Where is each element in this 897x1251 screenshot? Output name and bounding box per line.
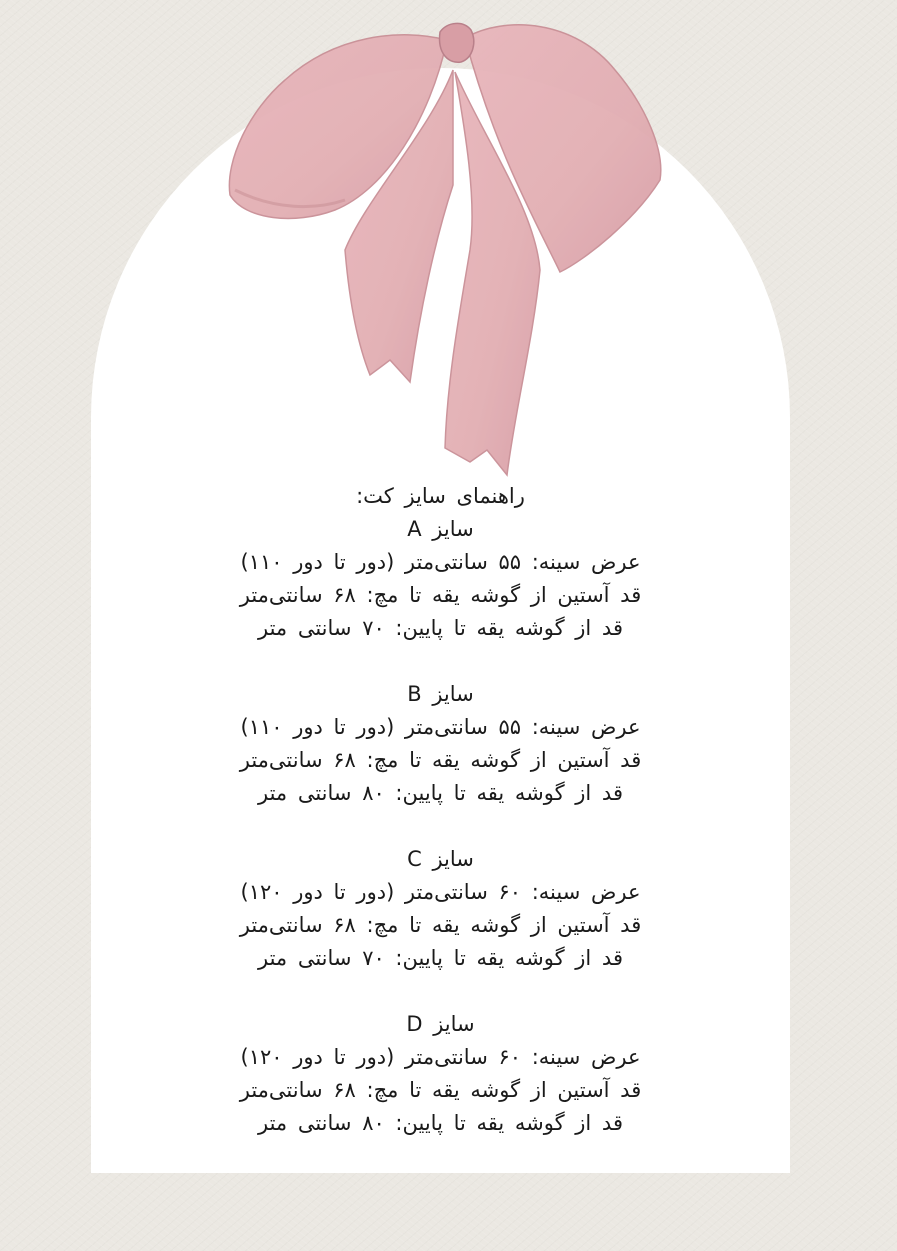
sleeve-length: قد آستین از گوشه یقه تا مچ: ۶۸ سانتی‌متر	[239, 583, 642, 607]
sleeve-length: قد آستین از گوشه یقه تا مچ: ۶۸ سانتی‌متر	[239, 1078, 642, 1102]
sleeve-length: قد آستین از گوشه یقه تا مچ: ۶۸ سانتی‌متر	[239, 913, 642, 937]
size-heading: سایز D	[406, 1012, 475, 1036]
size-block-a	[91, 513, 790, 645]
size-heading: سایز B	[407, 682, 474, 706]
chest-width: عرض سینه: ۵۵ سانتی‌متر (دور تا دور ۱۱۰)	[240, 550, 641, 574]
total-length: قد از گوشه یقه تا پایین: ۸۰ سانتی متر	[257, 1111, 623, 1135]
total-length: قد از گوشه یقه تا پایین: ۸۰ سانتی متر	[257, 781, 623, 805]
size-heading: سایز A	[407, 517, 474, 541]
chest-width: عرض سینه: ۶۰ سانتی‌متر (دور تا دور ۱۲۰)	[240, 880, 641, 904]
size-block-d	[91, 1008, 790, 1140]
total-length: قد از گوشه یقه تا پایین: ۷۰ سانتی متر	[257, 616, 623, 640]
size-block-c	[91, 843, 790, 975]
ribbon-bow-icon	[215, 10, 675, 485]
chest-width: عرض سینه: ۶۰ سانتی‌متر (دور تا دور ۱۲۰)	[240, 1045, 641, 1069]
sleeve-length: قد آستین از گوشه یقه تا مچ: ۶۸ سانتی‌متر	[239, 748, 642, 772]
size-guide	[91, 480, 790, 1140]
chest-width: عرض سینه: ۵۵ سانتی‌متر (دور تا دور ۱۱۰)	[240, 715, 641, 739]
size-block-b	[91, 678, 790, 810]
guide-title: راهنمای سایز کت:	[356, 484, 525, 508]
size-heading: سایز C	[407, 847, 474, 871]
total-length: قد از گوشه یقه تا پایین: ۷۰ سانتی متر	[257, 946, 623, 970]
guide-header	[91, 480, 790, 513]
